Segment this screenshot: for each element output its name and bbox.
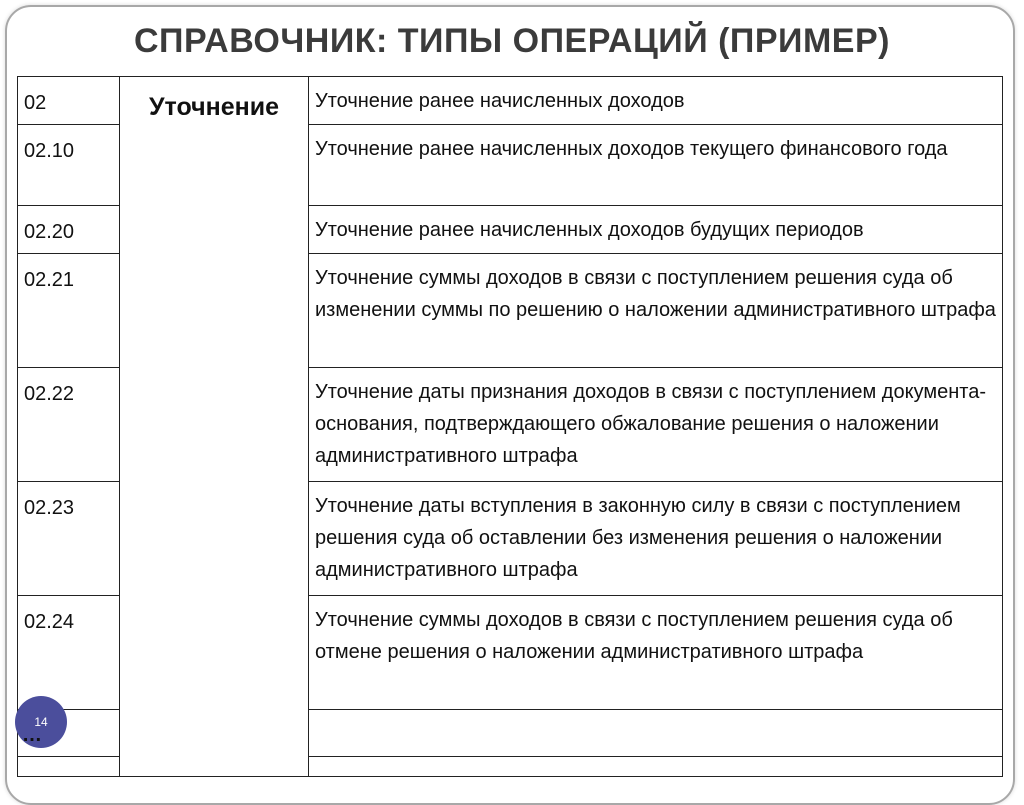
operation-description: Уточнение суммы доходов в связи с поступлением решения суда об изменении суммы по решению о наложении административного штрафа — [309, 254, 1003, 368]
empty-description-cell — [309, 710, 1003, 757]
operation-description: Уточнение даты признания доходов в связи с поступлением документа-основания, подтверждающего обжалование решения о наложении административного штрафа — [309, 368, 1003, 482]
group-name: Уточнение — [148, 93, 279, 121]
operation-code: 02 — [18, 77, 120, 125]
page-title: СПРАВОЧНИК: ТИПЫ ОПЕРАЦИЙ (ПРИМЕР) — [133, 22, 890, 60]
operation-code: 02.22 — [18, 368, 120, 482]
group-name-cell — [120, 77, 309, 777]
table-row — [18, 77, 1003, 125]
operation-description: Уточнение суммы доходов в связи с поступлением решения суда об отмене решения о наложении административного штрафа — [309, 596, 1003, 710]
operation-types-table — [17, 76, 1003, 777]
operation-description: Уточнение ранее начисленных доходов будущих периодов — [309, 206, 1003, 254]
page-number-badge: 14 — [15, 696, 67, 748]
operation-description: Уточнение ранее начисленных доходов — [309, 77, 1003, 125]
operation-code: 02.24 — [18, 596, 120, 710]
operation-code: 02.21 — [18, 254, 120, 368]
operation-description: Уточнение ранее начисленных доходов текущего финансового года — [309, 125, 1003, 206]
operation-description: Уточнение даты вступления в законную силу в связи с поступлением решения суда об оставлении без изменения решения о наложении административного штрафа — [309, 482, 1003, 596]
continuation-ellipsis: … — [22, 724, 42, 746]
operation-code: 02.20 — [18, 206, 120, 254]
operation-code: 02.10 — [18, 125, 120, 206]
operation-code: 02.23 — [18, 482, 120, 596]
